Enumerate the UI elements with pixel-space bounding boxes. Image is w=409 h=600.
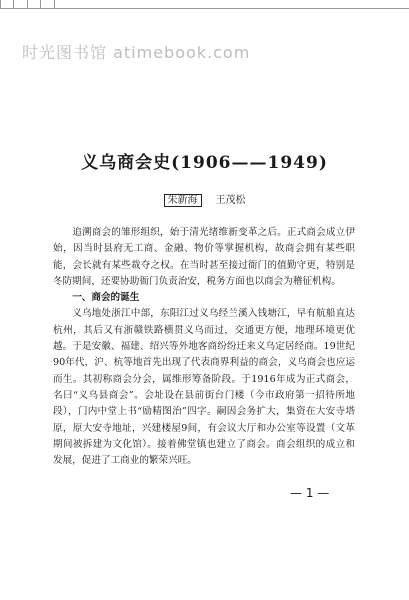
watermark: 时光图书馆 atimebook.com bbox=[22, 43, 251, 62]
intro-paragraph: 追溯商会的雏形组织，始于清光绪维新变革之后。正式商会成立伊始，因当时县府无工商、金融、物价等掌握机构，故商会拥有某些职能，会长就有某些裁夺之权。在当时甚至接过衙门的值勤守更，特别是冬防期间，还要协助衙门负责治安，税务方面也以商会为稽征机构。 bbox=[53, 227, 355, 287]
top-border-strip bbox=[0, 0, 409, 9]
section-heading: 一、商会的诞生 bbox=[72, 292, 140, 304]
section-paragraph: 义乌地处浙江中部，东阳江过义乌经兰溪入钱塘江，早有航船直达杭州，其后又有浙赣铁路横贯义乌而过，交通更方便，地理环境更优越。于是安徽、福建、绍兴等外地客商纷纷迁来义乌定居经商。19世纪90年代，沪、杭等地首先出现了代表商界利益的商会，义乌商会也应运而生。其初称商会分会，属维形筹备阶段。于1916年成为正式商会，名曰“义乌县商会”。会址设在县前街台门楼（今市政府第一招待所地段），门内中堂上书“励精图治”四字。嗣因会务扩大，集资在大安寺塔原，原大安寺地址，兴建楼屋9间，有会议大厅和办公室等设置（文革期间被拆建为文化馆）。接着佛堂镇也建立了商会。商会组织的成立和发展，促进了工商业的繁荣兴旺。 bbox=[53, 308, 355, 467]
byline bbox=[0, 191, 409, 206]
article-body bbox=[53, 225, 355, 469]
contributor-name: 朱新海 bbox=[164, 194, 202, 207]
page-number: — 1 — bbox=[290, 486, 330, 500]
author-name: 王茂松 bbox=[215, 195, 246, 206]
article-title: 义乌商会史(1906——1949) bbox=[81, 153, 328, 173]
